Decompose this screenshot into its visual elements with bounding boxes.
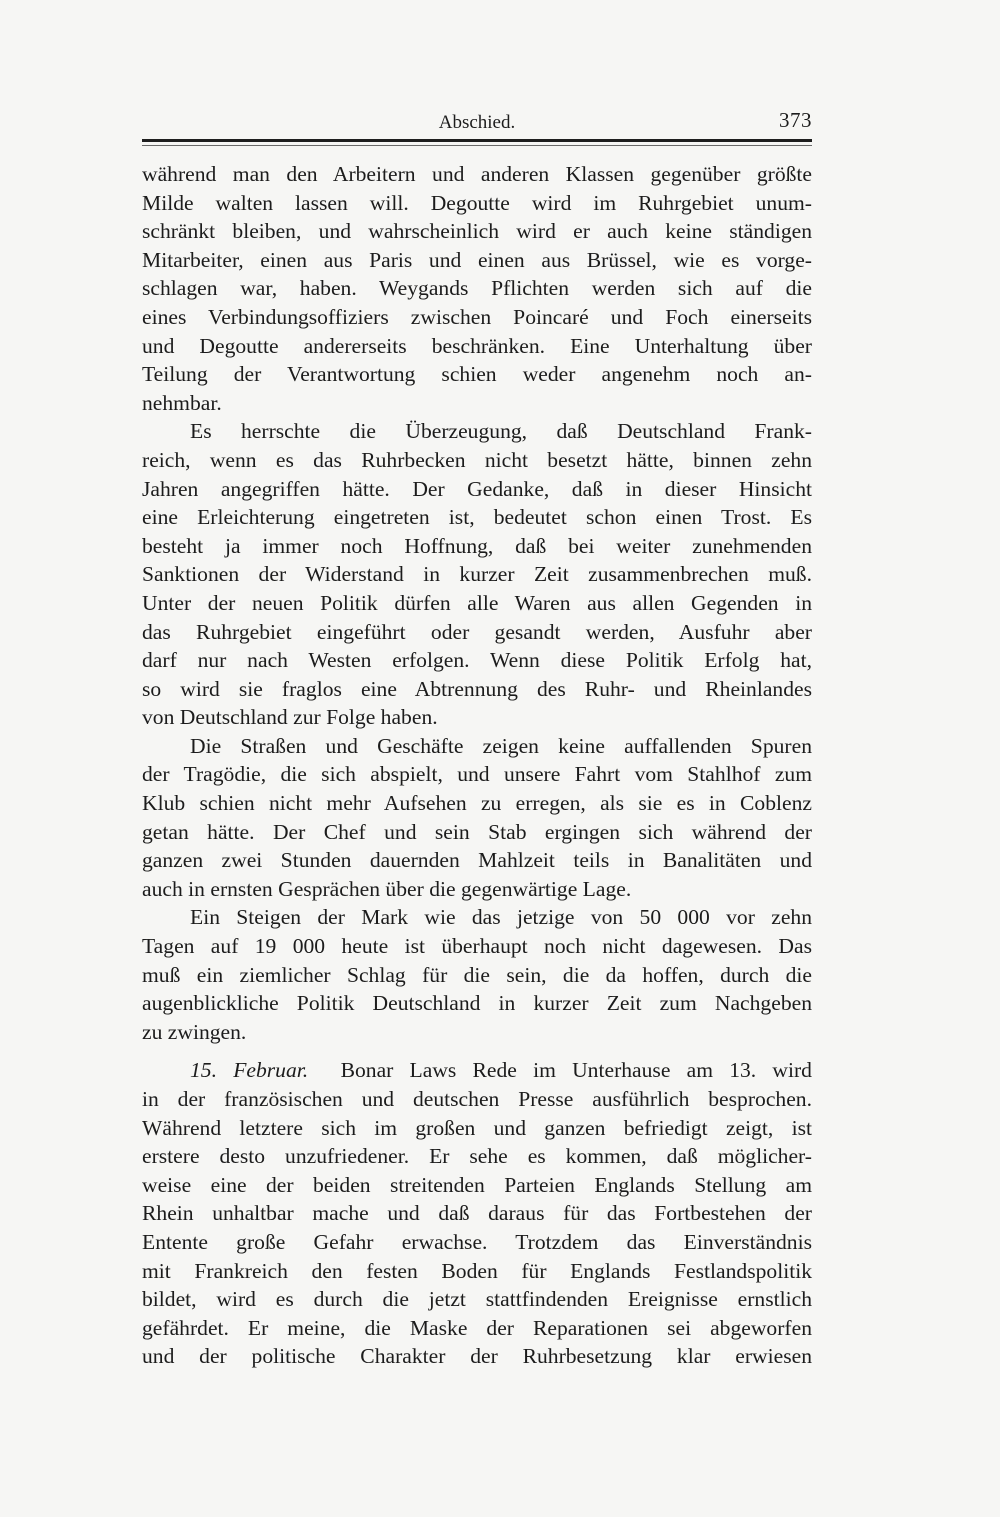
text-line: zu zwingen. bbox=[142, 1019, 247, 1044]
section-gap bbox=[142, 1046, 812, 1056]
text-line: von Deutschland zur Folge haben. bbox=[142, 705, 438, 730]
text-line: in der französischen und deutschen Presse ausführlich besprochen. bbox=[142, 1087, 812, 1111]
text-line: Teilung der Verantwortung schien weder angenehm noch an- bbox=[142, 362, 812, 387]
text-line: augenblickliche Politik Deutschland in kurzer Zeit zum Nachgeben bbox=[142, 991, 812, 1016]
text-line: muß ein ziemlicher Schlag für die sein, die da hoffen, durch die bbox=[142, 962, 812, 987]
header-rule-thin bbox=[142, 145, 812, 146]
running-title: Abschied. bbox=[438, 112, 516, 133]
text-line: Rhein unhaltbar mache und daß daraus für das Fortbestehen der bbox=[142, 1201, 812, 1226]
paragraph bbox=[142, 732, 812, 904]
text-line: Milde walten lassen will. Degoutte wird im Ruhrgebiet unum- bbox=[142, 190, 812, 215]
text-line: so wird sie fraglos eine Abtrennung des Ruhr- und Rheinlandes bbox=[142, 676, 812, 701]
text-line: darf nur nach Westen erfolgen. Wenn diese Politik Erfolg hat, bbox=[142, 648, 812, 673]
text-line: gefährdet. Er meine, die Maske der Reparationen sei abgeworfen bbox=[142, 1315, 812, 1340]
text-line: besteht ja immer noch Hoffnung, daß bei weiter zunehmenden bbox=[142, 533, 812, 558]
header-rule-thick bbox=[142, 139, 812, 142]
entry-date: 15. Februar. bbox=[190, 1058, 309, 1083]
text-line bbox=[142, 1056, 812, 1085]
body-text bbox=[142, 160, 812, 1371]
text-line: Es herrschte die Überzeugung, daß Deutschland Frank- bbox=[190, 419, 812, 444]
text-line: schränkt bleiben, und wahrscheinlich wird er auch keine ständigen bbox=[142, 219, 812, 244]
text-line: Tagen auf 19 000 heute ist überhaupt noch nicht dagewesen. Das bbox=[142, 934, 812, 959]
running-head bbox=[142, 108, 812, 136]
text-line: Klub schien nicht mehr Aufsehen zu erregen, als sie es in Coblenz bbox=[142, 791, 812, 816]
text-line: eines Verbindungsoffiziers zwischen Poincaré und Foch einerseits bbox=[142, 304, 812, 329]
text-line: während man den Arbeitern und anderen Klassen gegenüber größte bbox=[142, 162, 812, 186]
paragraph bbox=[142, 903, 812, 1046]
text-line: auch in ernsten Gesprächen über die gegenwärtige Lage. bbox=[142, 876, 632, 901]
text-line: weise eine der beiden streitenden Parteien Englands Stellung am bbox=[142, 1172, 812, 1197]
paragraph bbox=[142, 160, 812, 417]
text-line: ganzen zwei Stunden dauernden Mahlzeit teils in Banalitäten und bbox=[142, 848, 812, 873]
text-line: der Tragödie, die sich abspielt, und unsere Fahrt vom Stahlhof zum bbox=[142, 762, 812, 787]
paragraph bbox=[142, 417, 812, 732]
text-line: eine Erleichterung eingetreten ist, bedeutet schon einen Trost. Es bbox=[142, 505, 812, 530]
text-line: Sanktionen der Widerstand in kurzer Zeit zusammenbrechen muß. bbox=[142, 562, 812, 587]
text-line: erstere desto unzufriedener. Er sehe es kommen, daß möglicher- bbox=[142, 1144, 812, 1169]
text-line: Jahren angegriffen hätte. Der Gedanke, daß in dieser Hinsicht bbox=[142, 476, 812, 501]
text-line: Mitarbeiter, einen aus Paris und einen aus Brüssel, wie es vorge- bbox=[142, 247, 812, 272]
text-line: Während letztere sich im großen und ganzen befriedigt zeigt, ist bbox=[142, 1115, 812, 1140]
text-line: getan hätte. Der Chef und sein Stab ergingen sich während der bbox=[142, 819, 812, 844]
text-line: bildet, wird es durch die jetzt stattfindenden Ereignisse ernstlich bbox=[142, 1287, 812, 1312]
text-line: nehmbar. bbox=[142, 390, 222, 415]
text-line: mit Frankreich den festen Boden für Englands Festlandspolitik bbox=[142, 1258, 812, 1283]
text-line: schlagen war, haben. Weygands Pflichten werden sich auf die bbox=[142, 276, 812, 301]
text-line: Ein Steigen der Mark wie das jetzige von 50 000 vor zehn bbox=[190, 905, 812, 930]
entry-first-line: Bonar Laws Rede im Unterhause am 13. wird bbox=[340, 1058, 812, 1083]
text-line: Unter der neuen Politik dürfen alle Waren aus allen Gegenden in bbox=[142, 590, 812, 615]
text-line: Die Straßen und Geschäfte zeigen keine auffallenden Spuren bbox=[190, 733, 812, 758]
text-line: das Ruhrgebiet eingeführt oder gesandt werden, Ausfuhr aber bbox=[142, 619, 812, 644]
dated-entry bbox=[142, 1056, 812, 1371]
text-line: und Degoutte andererseits beschränken. Eine Unterhaltung über bbox=[142, 333, 812, 358]
text-line: und der politische Charakter der Ruhrbesetzung klar erwiesen bbox=[142, 1344, 812, 1369]
text-line: Entente große Gefahr erwachse. Trotzdem das Einverständnis bbox=[142, 1229, 812, 1254]
text-line: reich, wenn es das Ruhrbecken nicht besetzt hätte, binnen zehn bbox=[142, 447, 812, 472]
page-number: 373 bbox=[779, 108, 812, 132]
